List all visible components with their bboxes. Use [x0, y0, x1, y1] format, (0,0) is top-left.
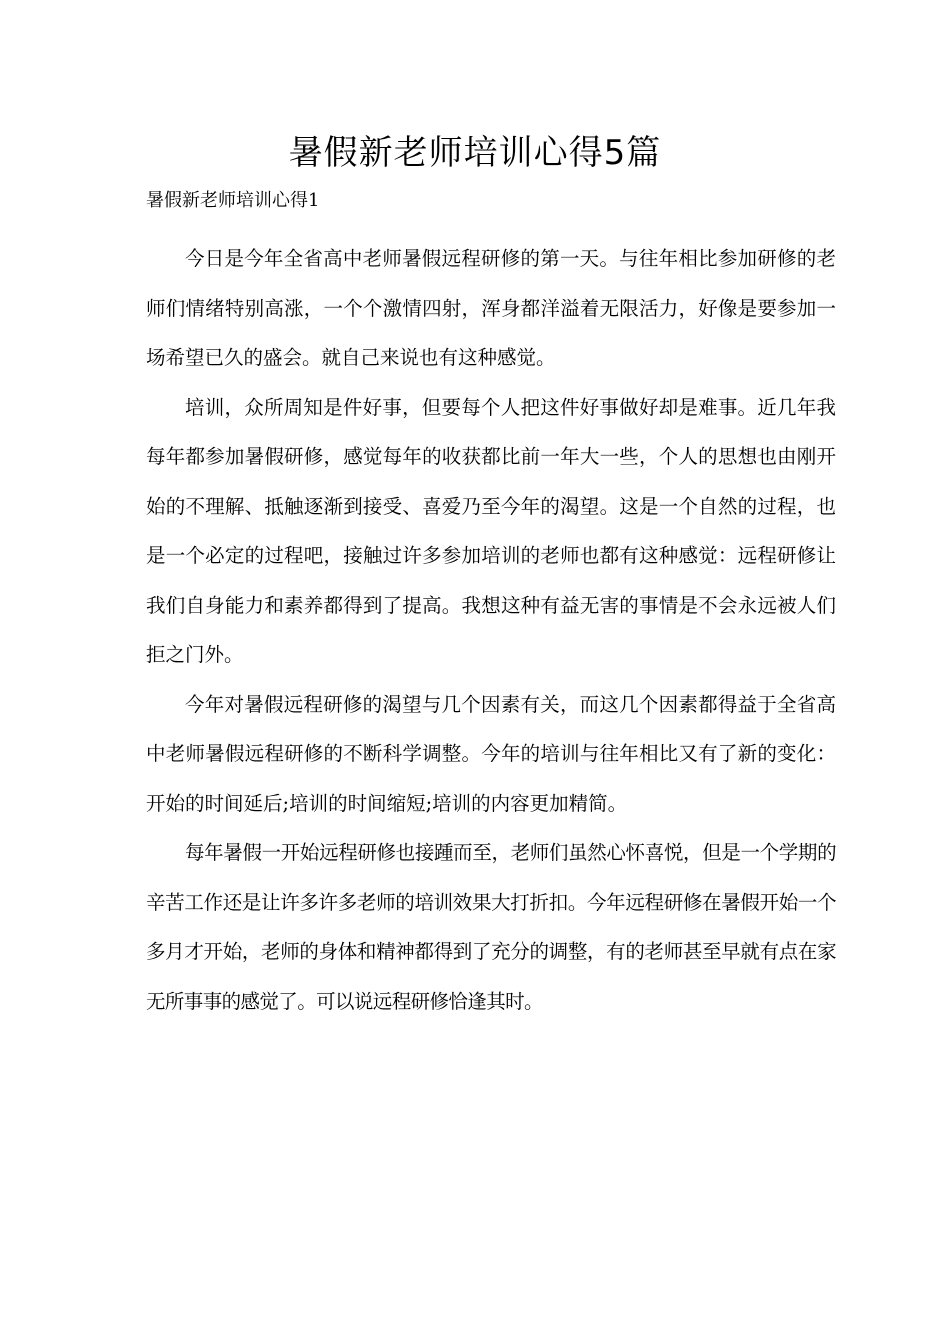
document-title: 暑假新老师培训心得5篇: [288, 133, 662, 173]
paragraph-3: 今年对暑假远程研修的渴望与几个因素有关，而这几个因素都得益于全省高中老师暑假远程研修的不断科学调整。今年的培训与往年相比又有了新的变化：开始的时间延后;培训的时间缩短;培训的内容更加精简。: [146, 692, 836, 815]
paragraph-1: 今日是今年全省高中老师暑假远程研修的第一天。与往年相比参加研修的老师们情绪特别高涨，一个个激情四射，浑身都洋溢着无限活力，好像是要参加一场希望已久的盛会。就自己来说也有这种感觉。: [146, 247, 836, 369]
document-body: [146, 234, 836, 1026]
section-heading: 暑假新老师培训心得1: [146, 190, 320, 211]
paragraph-2: 培训，众所周知是件好事，但要每个人把这件好事做好却是难事。近几年我每年都参加暑假研修，感觉每年的收获都比前一年大一些，个人的思想也由刚开始的不理解、抵触逐渐到接受、喜爱乃至今年的渴望。这是一个自然的过程，也是一个必定的过程吧，接触过许多参加培训的老师也都有这种感觉：远程研修让我们自身能力和素养都得到了提高。我想这种有益无害的事情是不会永远被人们拒之门外。: [146, 395, 836, 666]
paragraph-4: 每年暑假一开始远程研修也接踵而至，老师们虽然心怀喜悦，但是一个学期的辛苦工作还是让许多许多老师的培训效果大打折扣。今年远程研修在暑假开始一个多月才开始，老师的身体和精神都得到了充分的调整，有的老师甚至早就有点在家无所事事的感觉了。可以说远程研修恰逢其时。: [146, 841, 836, 1013]
